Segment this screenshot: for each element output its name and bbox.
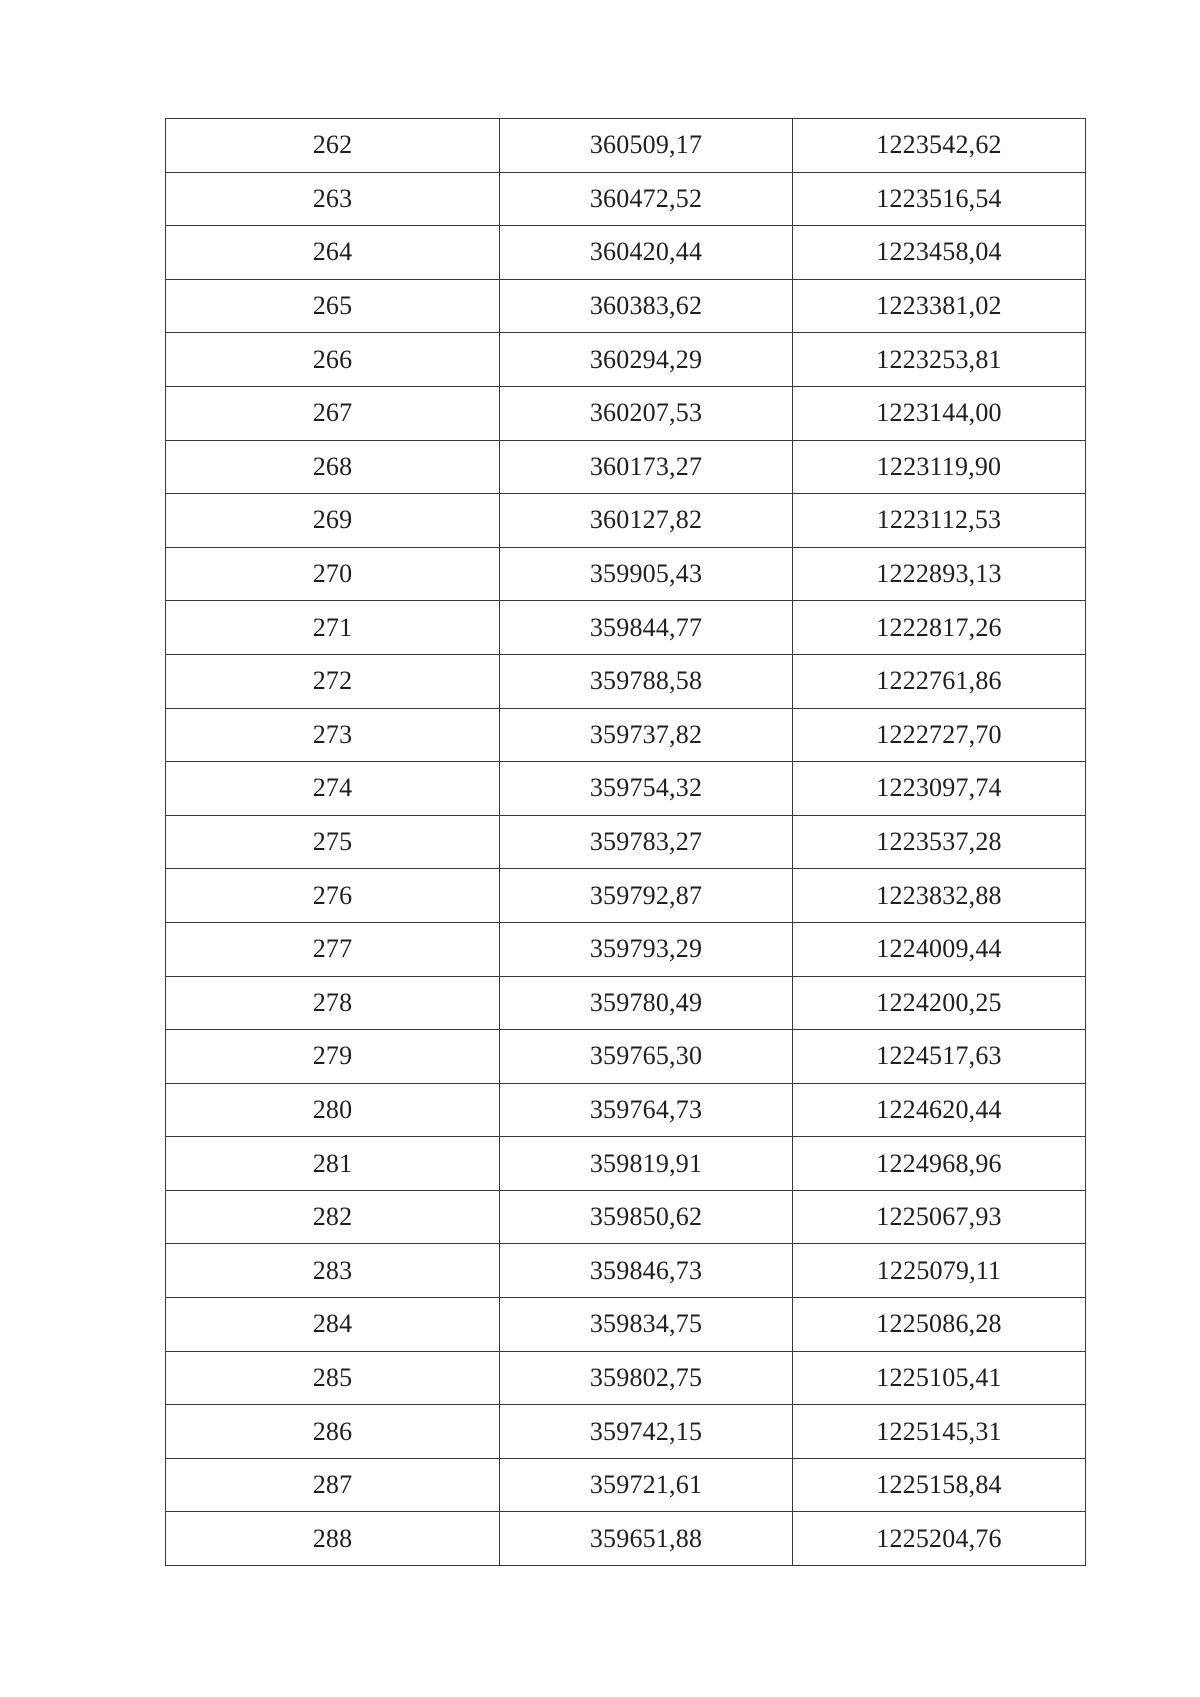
point-number-cell: 270 [166,547,500,601]
point-number-cell: 272 [166,654,500,708]
y-coordinate-cell: 1223381,02 [793,279,1086,333]
point-number-cell: 267 [166,386,500,440]
table-row [166,1030,1086,1084]
table-row [166,1351,1086,1405]
point-number-cell: 282 [166,1190,500,1244]
y-coordinate-cell: 1223112,53 [793,494,1086,548]
y-coordinate-cell: 1222893,13 [793,547,1086,601]
x-coordinate-cell: 359834,75 [500,1298,793,1352]
x-coordinate-cell: 359783,27 [500,815,793,869]
y-coordinate-cell: 1223537,28 [793,815,1086,869]
point-number-cell: 274 [166,762,500,816]
x-coordinate-cell: 359850,62 [500,1190,793,1244]
table-row [166,601,1086,655]
table-row [166,1137,1086,1191]
y-coordinate-cell: 1223542,62 [793,119,1086,173]
table-row [166,279,1086,333]
y-coordinate-cell: 1223097,74 [793,762,1086,816]
point-number-cell: 275 [166,815,500,869]
y-coordinate-cell: 1225086,28 [793,1298,1086,1352]
point-number-cell: 271 [166,601,500,655]
table-row [166,815,1086,869]
table-row [166,654,1086,708]
point-number-cell: 266 [166,333,500,387]
table-row [166,333,1086,387]
coordinates-table-body [166,119,1086,1566]
point-number-cell: 283 [166,1244,500,1298]
point-number-cell: 288 [166,1512,500,1566]
table-row [166,119,1086,173]
x-coordinate-cell: 360294,29 [500,333,793,387]
point-number-cell: 265 [166,279,500,333]
point-number-cell: 286 [166,1405,500,1459]
x-coordinate-cell: 360127,82 [500,494,793,548]
y-coordinate-cell: 1223144,00 [793,386,1086,440]
point-number-cell: 285 [166,1351,500,1405]
table-row [166,1405,1086,1459]
point-number-cell: 284 [166,1298,500,1352]
y-coordinate-cell: 1224620,44 [793,1083,1086,1137]
y-coordinate-cell: 1223253,81 [793,333,1086,387]
x-coordinate-cell: 359846,73 [500,1244,793,1298]
point-number-cell: 287 [166,1458,500,1512]
point-number-cell: 280 [166,1083,500,1137]
table-row [166,386,1086,440]
y-coordinate-cell: 1223119,90 [793,440,1086,494]
table-row [166,440,1086,494]
point-number-cell: 279 [166,1030,500,1084]
point-number-cell: 268 [166,440,500,494]
x-coordinate-cell: 360472,52 [500,172,793,226]
point-number-cell: 281 [166,1137,500,1191]
y-coordinate-cell: 1225105,41 [793,1351,1086,1405]
x-coordinate-cell: 359764,73 [500,1083,793,1137]
y-coordinate-cell: 1224009,44 [793,922,1086,976]
table-row [166,1083,1086,1137]
x-coordinate-cell: 360383,62 [500,279,793,333]
y-coordinate-cell: 1225079,11 [793,1244,1086,1298]
point-number-cell: 276 [166,869,500,923]
x-coordinate-cell: 360207,53 [500,386,793,440]
x-coordinate-cell: 359819,91 [500,1137,793,1191]
x-coordinate-cell: 359793,29 [500,922,793,976]
coordinates-table [165,118,1086,1566]
table-row [166,762,1086,816]
point-number-cell: 278 [166,976,500,1030]
point-number-cell: 277 [166,922,500,976]
x-coordinate-cell: 360173,27 [500,440,793,494]
x-coordinate-cell: 359651,88 [500,1512,793,1566]
table-row [166,1298,1086,1352]
table-row [166,1512,1086,1566]
table-row [166,976,1086,1030]
x-coordinate-cell: 360509,17 [500,119,793,173]
x-coordinate-cell: 359802,75 [500,1351,793,1405]
table-row [166,922,1086,976]
x-coordinate-cell: 359765,30 [500,1030,793,1084]
point-number-cell: 269 [166,494,500,548]
y-coordinate-cell: 1222761,86 [793,654,1086,708]
x-coordinate-cell: 359905,43 [500,547,793,601]
y-coordinate-cell: 1225158,84 [793,1458,1086,1512]
y-coordinate-cell: 1224517,63 [793,1030,1086,1084]
y-coordinate-cell: 1225145,31 [793,1405,1086,1459]
point-number-cell: 262 [166,119,500,173]
x-coordinate-cell: 360420,44 [500,226,793,280]
x-coordinate-cell: 359788,58 [500,654,793,708]
point-number-cell: 263 [166,172,500,226]
table-row [166,172,1086,226]
table-row [166,226,1086,280]
x-coordinate-cell: 359737,82 [500,708,793,762]
point-number-cell: 273 [166,708,500,762]
y-coordinate-cell: 1222727,70 [793,708,1086,762]
table-row [166,547,1086,601]
y-coordinate-cell: 1223458,04 [793,226,1086,280]
point-number-cell: 264 [166,226,500,280]
x-coordinate-cell: 359844,77 [500,601,793,655]
x-coordinate-cell: 359780,49 [500,976,793,1030]
table-row [166,869,1086,923]
y-coordinate-cell: 1225204,76 [793,1512,1086,1566]
y-coordinate-cell: 1224968,96 [793,1137,1086,1191]
x-coordinate-cell: 359754,32 [500,762,793,816]
table-row [166,1190,1086,1244]
y-coordinate-cell: 1222817,26 [793,601,1086,655]
y-coordinate-cell: 1223832,88 [793,869,1086,923]
table-row [166,494,1086,548]
x-coordinate-cell: 359721,61 [500,1458,793,1512]
x-coordinate-cell: 359742,15 [500,1405,793,1459]
table-row [166,1458,1086,1512]
table-row [166,708,1086,762]
y-coordinate-cell: 1223516,54 [793,172,1086,226]
x-coordinate-cell: 359792,87 [500,869,793,923]
y-coordinate-cell: 1225067,93 [793,1190,1086,1244]
table-row [166,1244,1086,1298]
y-coordinate-cell: 1224200,25 [793,976,1086,1030]
